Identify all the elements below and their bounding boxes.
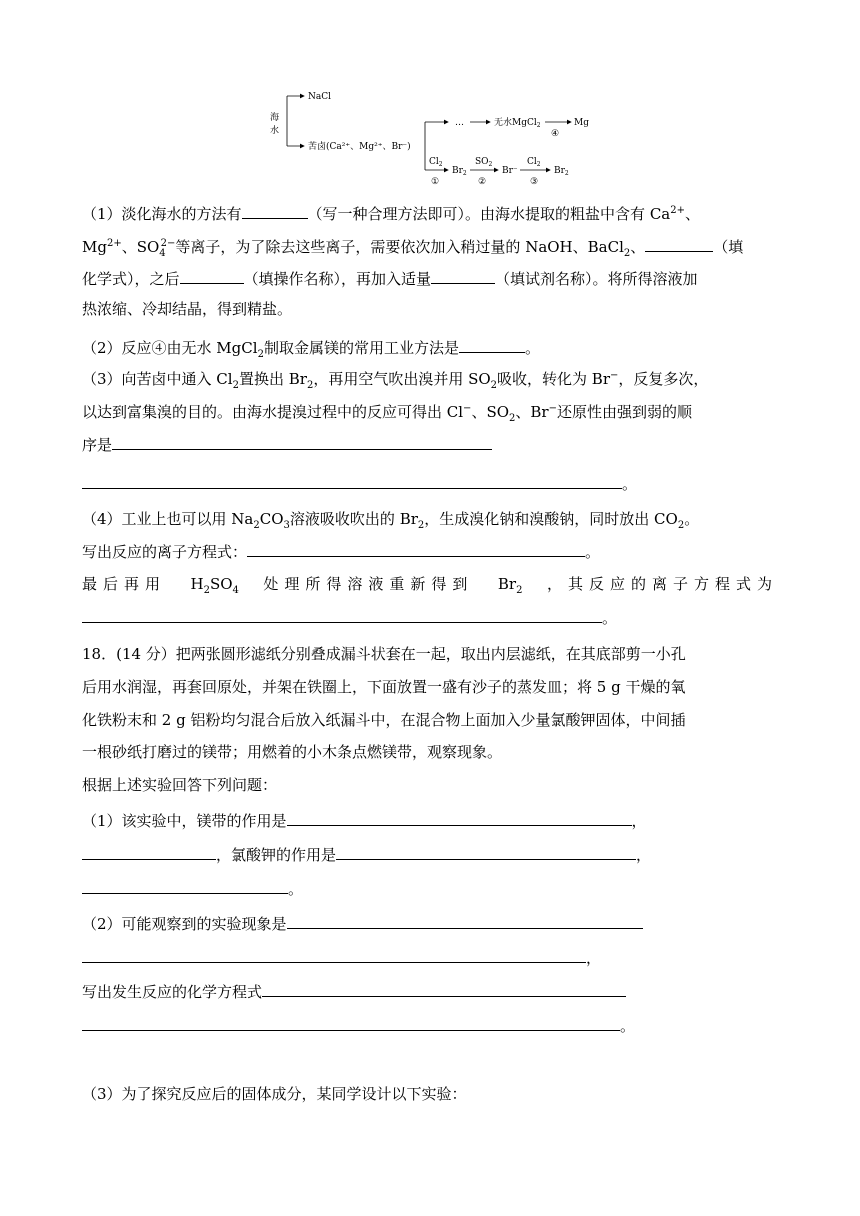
answer-blank-equation-a[interactable] — [262, 980, 626, 997]
cl2-reagent-2: $Cl_2$ — [527, 157, 541, 168]
q18-part2-line3: 写出发生反应的化学方程式 — [82, 980, 626, 1003]
so2-reagent: $SO_2$ — [475, 157, 493, 168]
seawater-flow-diagram — [266, 84, 606, 188]
reaction-3-label: ③ — [530, 177, 539, 187]
q17-part1-line4: 热浓缩、冷却结晶，得到精盐。 — [82, 300, 293, 318]
q17-part1-line2: $Mg^{2+}$、$SO_4^{2-}$等离子，为了除去这些离子，需要依次加入稍过量的 NaOH、BaCl$_2$、 （填 — [82, 235, 743, 258]
answer-blank-phenomenon-a[interactable] — [287, 912, 643, 929]
q18-part1-line1: （1）该实验中，镁带的作用是 ， — [82, 809, 647, 832]
answer-blank-reagent-name[interactable] — [431, 267, 495, 284]
answer-blank-reducibility-b[interactable] — [82, 472, 622, 489]
q17-part4-line1: （4）工业上也可以用 $Na_2CO_3$溶液吸收吹出的 $Br_2$，生成溴化钠和溴酸钠，同时放出 $CO_2$。 — [82, 510, 700, 531]
q18-part2-line1: （2）可能观察到的实验现象是 — [82, 912, 643, 935]
q17-part3-line2: 以达到富集溴的目的。由海水提溴过程中的反应可得出 Cl−、$SO_2$、Br−还原性由强到弱的顺 — [82, 403, 692, 424]
br-minus-product: Br⁻ — [502, 166, 518, 176]
q17-part4-line4: 。 — [82, 606, 617, 629]
bittern-label: 苦卤(Ca²⁺、Mg²⁺、Br⁻) — [308, 142, 411, 152]
answer-blank-reagent-formula[interactable] — [645, 235, 713, 252]
answer-blank-reducibility-a[interactable] — [112, 433, 492, 450]
anhydrous-mgcl2-label: 无水MgCl$_2$ — [494, 118, 541, 129]
q18-part3-line1: （3）为了探究反应后的固体成分，某同学设计以下实验： — [82, 1085, 467, 1103]
answer-blank-mg-method[interactable] — [459, 336, 525, 353]
q17-part1-line1: （1）淡化海水的方法有 （写一种合理方法即可）。由海水提取的粗盐中含有 $Ca^{2+}$、 — [82, 202, 700, 225]
answer-blank-kclo3-role-b[interactable] — [82, 877, 288, 894]
q18-part1-line2: ，氯酸钾的作用是 ， — [82, 843, 651, 866]
br2-product-1: $Br_2$ — [452, 166, 467, 177]
nacl-label: NaCl — [308, 92, 332, 102]
br2-product-2: $Br_2$ — [554, 166, 569, 177]
reaction-2-label: ② — [478, 177, 487, 187]
mg-label: Mg — [574, 118, 589, 128]
q17-part3-line1: （3）向苦卤中通入 $Cl_2$置换出 $Br_2$，再用空气吹出溴并用 $SO_2$吸收，转化为 Br−，反复多次， — [82, 370, 709, 391]
answer-blank-mg-role-b[interactable] — [82, 843, 216, 860]
q17-part4-line3: 最后再用 $H_2SO_4$ 处理所得溶液重新得到 $Br_2$ ，其反应的离子方程式为 — [82, 575, 778, 596]
answer-blank-desalination[interactable] — [242, 202, 308, 219]
reaction-1-label: ① — [431, 177, 440, 187]
answer-blank-phenomenon-b[interactable] — [82, 946, 586, 963]
q17-part2-line1: （2）反应④由无水 MgCl$_2$制取金属镁的常用工业方法是 。 — [82, 336, 540, 359]
answer-blank-mg-role-a[interactable] — [287, 809, 632, 826]
seawater-label-top: 海 — [270, 113, 280, 123]
q18-part2-line2: ， — [82, 946, 601, 969]
answer-blank-ionic-eq-1[interactable] — [247, 540, 585, 557]
answer-blank-equation-b[interactable] — [82, 1014, 620, 1031]
reaction-4-label: ④ — [551, 129, 560, 139]
q17-part3-line3: 序是 — [82, 433, 492, 456]
seawater-label-bottom: 水 — [270, 126, 280, 136]
q17-part1-line3: 化学式），之后 （填操作名称），再加入适量 （填试剂名称）。将所得溶液加 — [82, 267, 698, 290]
q18-part2-line4: 。 — [82, 1014, 635, 1037]
q18-stem-line4: 一根砂纸打磨过的镁带；用燃着的小木条点燃镁带，观察现象。 — [82, 743, 503, 761]
cl2-reagent-1: $Cl_2$ — [429, 157, 443, 168]
q18-stem-line3: 化铁粉末和 2 g 铝粉均匀混合后放入纸漏斗中，在混合物上面加入少量氯酸钾固体，中间插 — [82, 711, 686, 729]
q18-stem-line2: 后用水润湿，再套回原处，并架在铁圈上，下面放置一盛有沙子的蒸发皿；将 5 g 干燥的氧 — [82, 678, 686, 696]
answer-blank-ionic-eq-2[interactable] — [82, 606, 602, 623]
answer-blank-kclo3-role-a[interactable] — [336, 843, 636, 860]
q18-part1-line3: 。 — [82, 877, 303, 900]
answer-blank-operation[interactable] — [180, 267, 244, 284]
q18-stem-line1: 18．(14 分）把两张圆形滤纸分别叠成漏斗状套在一起，取出内层滤纸，在其底部剪一小孔 — [82, 645, 686, 663]
q17-part3-line4: 。 — [82, 472, 637, 495]
q17-part4-line2: 写出反应的离子方程式： 。 — [82, 540, 600, 563]
ellipsis-step: … — [455, 118, 464, 128]
q18-prompt: 根据上述实验回答下列问题： — [82, 776, 278, 794]
